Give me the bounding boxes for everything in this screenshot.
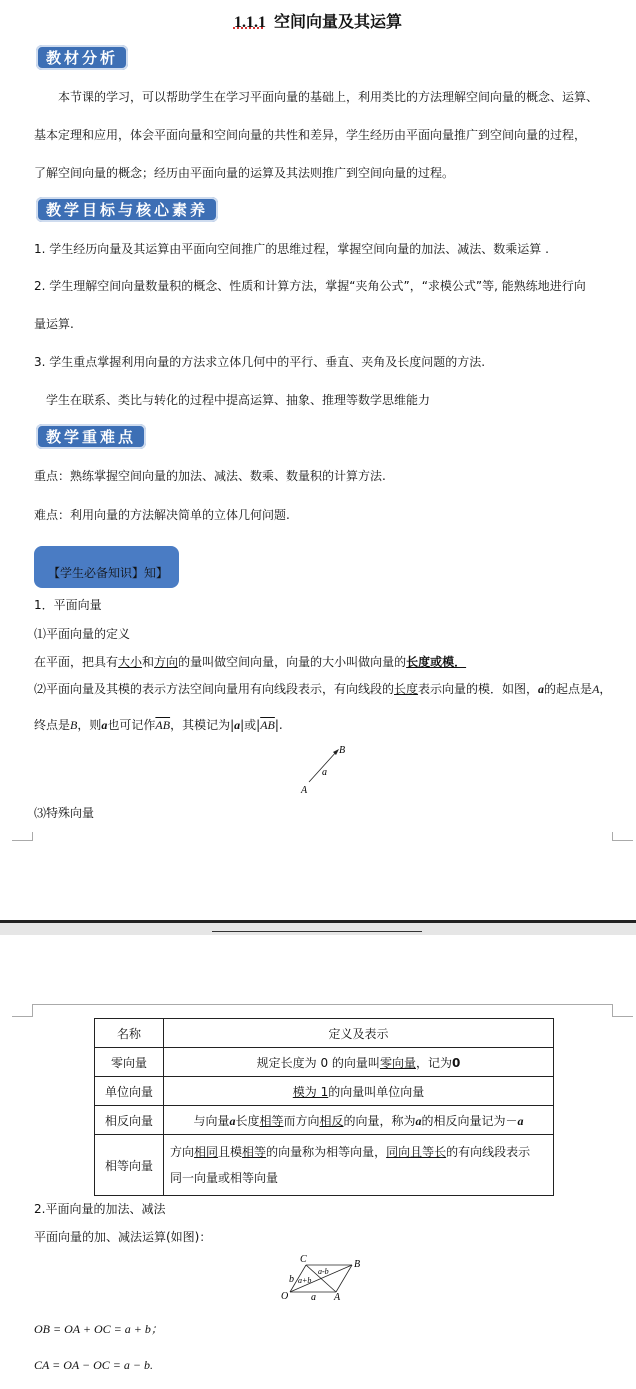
text-underlined: 大小	[118, 655, 143, 669]
analysis-line-2: 基本定理和应用，体会平面向量和空间向量的共性和差异，学生经历由平面向量推广到空间向量的过程，	[34, 128, 587, 142]
text: 方向	[170, 1145, 195, 1159]
table-cell-def	[164, 1048, 554, 1077]
table-header: 名称	[95, 1019, 164, 1048]
math-var: A	[592, 682, 600, 696]
math-var: a	[415, 1113, 422, 1128]
math-var: a	[234, 718, 241, 732]
goal-3: 3. 学生重点掌握利用向量的方法求立体几何中的平行、垂直、夹角及长度问题的方法.	[34, 355, 486, 369]
page-divider	[212, 931, 422, 932]
badge-analysis: 教材分析	[36, 45, 128, 70]
goal-1: 1. 学生经历向量及其运算由平面向空间推广的思维过程，掌握空间向量的加法、减法、数乘运算 .	[34, 242, 549, 256]
vector-figure	[295, 742, 355, 798]
parallelogram-figure	[278, 1252, 368, 1302]
addsub-intro: 平面向量的加、减法运算(如图)：	[34, 1230, 212, 1244]
text: ，	[599, 682, 612, 696]
text: |.	[274, 718, 283, 732]
text-underlined: 长度或模．	[406, 655, 467, 669]
label-a: a	[322, 767, 327, 778]
text-underlined: 长度	[394, 682, 419, 696]
label-A: A	[301, 785, 308, 796]
text: 的向量叫单位向量	[328, 1084, 425, 1099]
table-row	[95, 1106, 554, 1135]
text: 同一向量或相等向量	[170, 1171, 279, 1185]
math-var: a	[229, 1113, 236, 1128]
math-var: a	[517, 1113, 524, 1128]
label-A: A	[334, 1292, 341, 1302]
text: 的向量称为相等向量，	[266, 1145, 387, 1159]
table-cell-name: 相等向量	[95, 1135, 164, 1196]
table-row	[95, 1077, 554, 1106]
goal-4: 学生在联系、类比与转化的过程中提高运算、抽象、推理等数学思维能力	[46, 393, 431, 407]
text-underlined: 同向且等长	[386, 1145, 447, 1159]
page-break	[0, 920, 636, 935]
label-a: a	[311, 1292, 316, 1302]
text-underlined: 相等	[259, 1113, 284, 1128]
edge-AB	[336, 1265, 352, 1292]
text: ⑵平面向量及其模的表示方法空间向量用有向线段表示，有向线段的	[34, 682, 395, 696]
equation-diff: CA = OA − OC = a − b.	[34, 1358, 153, 1372]
plane-sub3: ⑶特殊向量	[34, 806, 95, 820]
special-vectors-table	[94, 1018, 554, 1196]
text: ，则	[77, 718, 102, 732]
page-title	[0, 9, 636, 32]
text: 的相反向量记为－	[421, 1113, 518, 1128]
table-header-row	[95, 1019, 554, 1048]
title-number: 1.1.1	[233, 14, 266, 31]
title-text: 空间向量及其运算	[273, 12, 402, 31]
analysis-line-3: 了解空间向量的概念；经历由平面向量的运算及其法则推广到空间向量的过程。	[34, 166, 455, 180]
table-row	[95, 1048, 554, 1077]
table-cell-def	[164, 1077, 554, 1106]
hard-point: 难点：利用向量的方法解决简单的立体几何问题.	[34, 508, 290, 522]
math-vec: $\overline{AB}$	[155, 718, 171, 732]
math-var: a	[538, 682, 545, 696]
math-var: 0	[451, 1055, 461, 1070]
plane-heading: 1．平面向量	[34, 598, 102, 612]
text: 而方向	[283, 1113, 320, 1128]
text-underlined: 相同	[194, 1145, 219, 1159]
label-B: B	[339, 745, 346, 756]
label-a-minus-b: a-b	[318, 1267, 329, 1276]
label-a-plus-b: a+b	[298, 1276, 312, 1285]
section-label: 【学生必备知识】知】	[48, 565, 169, 580]
text-underlined: 模为 1	[292, 1084, 329, 1099]
plane-def	[34, 653, 624, 670]
table-cell-name: 零向量	[95, 1048, 164, 1077]
equation-sum: OB = OA + OC = a + b；	[34, 1322, 163, 1336]
label-B: B	[354, 1259, 361, 1270]
text-underlined: 相等	[242, 1145, 267, 1159]
text: 且模	[218, 1145, 243, 1159]
text-underlined: 零向量	[379, 1055, 416, 1070]
text: 表示向量的模．如图，	[418, 682, 539, 696]
text: ，记为	[415, 1055, 452, 1070]
goal-2a: 2. 学生理解空间向量数量积的概念、性质和计算方法，掌握“夹角公式”，“求模公式”等, 能熟练地进行向	[34, 279, 586, 293]
header-line	[32, 1004, 612, 1006]
text-underlined: 相反	[319, 1113, 344, 1128]
corner-mark	[612, 1004, 633, 1017]
analysis-line-1: 本节课的学习，可以帮助学生在学习平面向量的基础上，利用类比的方法理解空间向量的概念、运算、	[58, 90, 599, 104]
corner-mark	[612, 832, 633, 841]
plane-sub1: ⑴平面向量的定义	[34, 627, 131, 641]
label-b: b	[289, 1274, 294, 1285]
text: ，其模记为|	[170, 718, 235, 732]
goal-2b: 量运算.	[34, 317, 74, 331]
text: 终点是	[34, 718, 71, 732]
table-row	[95, 1135, 554, 1196]
label-O: O	[281, 1291, 289, 1302]
table-cell-def	[164, 1106, 554, 1135]
text: 的量叫做空间向量，向量的大小叫做向量的	[178, 655, 407, 669]
plane-sub2	[34, 680, 624, 697]
text: 的有向线段表示	[446, 1145, 531, 1159]
table-cell-name: 相反向量	[95, 1106, 164, 1135]
badge-keypoints: 教学重难点	[36, 424, 146, 449]
text: 的起点是	[544, 682, 593, 696]
text: 和	[142, 655, 155, 669]
text: 的向量，称为	[343, 1113, 416, 1128]
key-point: 重点：熟练掌握空间向量的加法、减法、数乘、数量积的计算方法.	[34, 469, 386, 483]
text-underlined: 方向	[154, 655, 179, 669]
plane-sub2-line2	[34, 716, 624, 733]
section-label-box	[34, 546, 179, 588]
label-C: C	[300, 1254, 307, 1265]
badge-goals: 教学目标与核心素养	[36, 197, 218, 222]
math-var: a	[101, 718, 108, 732]
math-var: B	[70, 718, 78, 732]
corner-mark	[12, 832, 33, 841]
text: 与向量	[193, 1113, 230, 1128]
table-cell-def	[164, 1135, 554, 1196]
text: 规定长度为 0 的向量叫	[256, 1055, 380, 1070]
text: 也可记作	[107, 718, 156, 732]
text: 在平面，把具有	[34, 655, 119, 669]
table-cell-name: 单位向量	[95, 1077, 164, 1106]
corner-mark	[12, 1004, 33, 1017]
addsub-heading: 2.平面向量的加法、减法	[34, 1202, 166, 1216]
text: 长度	[235, 1113, 260, 1128]
table-header: 定义及表示	[164, 1019, 554, 1048]
math-vec: $\overline{AB}$	[260, 718, 275, 732]
text: |或|	[240, 718, 261, 732]
